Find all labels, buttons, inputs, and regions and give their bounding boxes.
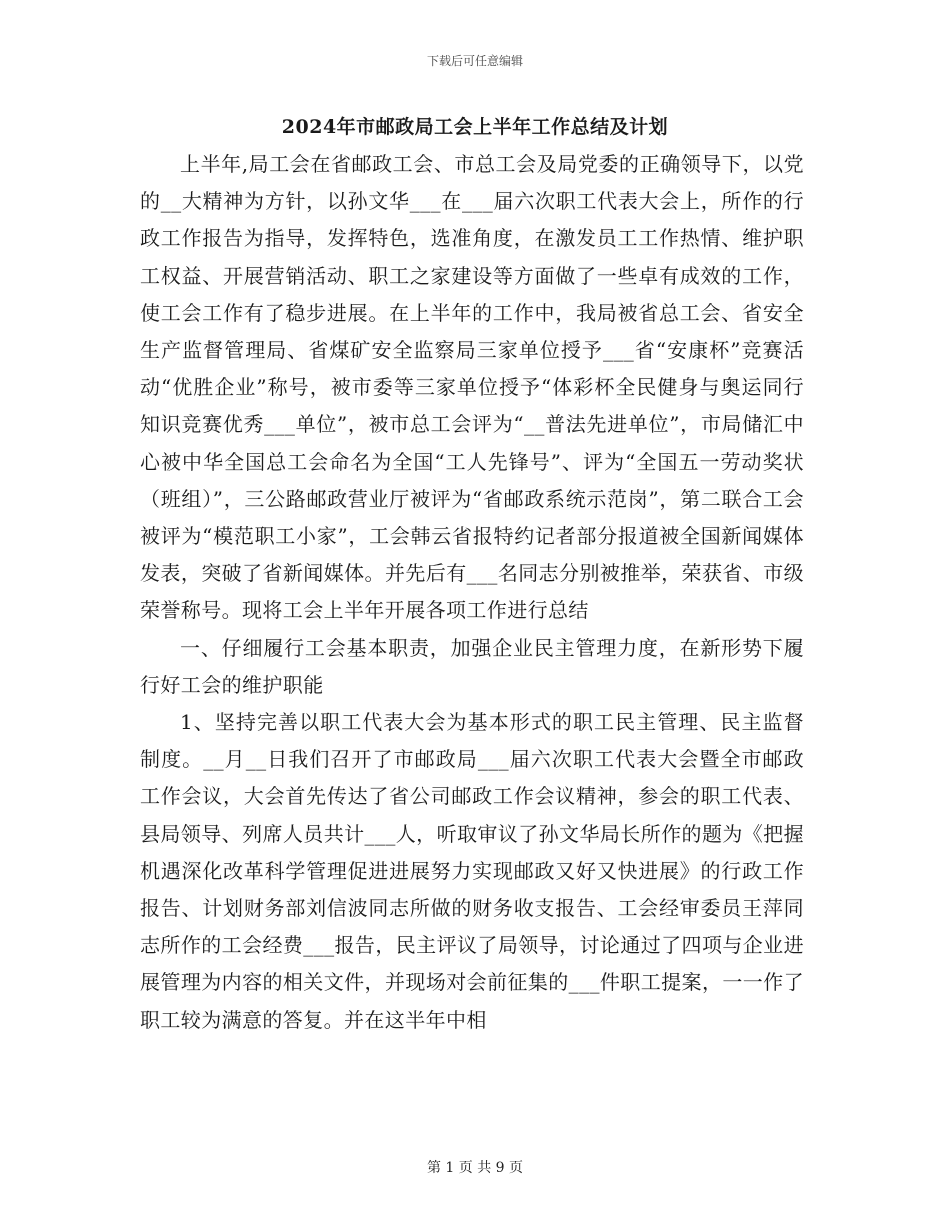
document-title: 2024年市邮政局工会上半年工作总结及计划 [281, 116, 669, 138]
document-body [140, 146, 804, 1039]
paragraph-item-1: 1、坚持完善以职工代表大会为基本形式的职工民主管理、民主监督制度。__月__日我们召开了市邮政局___届六次职工代表大会暨全市邮政工作会议，大会首先传达了省公司邮政工作会议精神，参会的职工代表、县局领导、列席人员共计___人，听取审议了孙文华局长所作的题为《把握机遇深化改革科学管理促进进展努力实现邮政又好又快进展》的行政工作报告、计划财务部刘信波同志所做的财务收支报告、工会经审委员王萍同志所作的工会经费___报告，民主评议了局领导，讨论通过了四项与企业进展管理为内容的相关文件，并现场对会前征集的___件职工提案，一一作了职工较为满意的答复。并在这半年中相 [140, 710, 804, 1032]
paragraph-section-heading-1: 一、仔细履行工会基本职责，加强企业民主管理力度，在新形势下履行好工会的维护职能 [140, 635, 804, 697]
page-header-note: 下载后可任意编辑 [426, 54, 523, 68]
page-number-footer: 第 1 页 共 9 页 [426, 1160, 524, 1176]
paragraph-summary: 上半年,局工会在省邮政工会、市总工会及局党委的正确领导下，以党的__大精神为方针，以孙文华___在___届六次职工代表大会上，所作的行政工作报告为指导，发挥特色，选准角度，在激发员工工作热情、维护职工权益、开展营销活动、职工之家建设等方面做了一些卓有成效的工作，使工会工作有了稳步进展。在上半年的工作中，我局被省总工会、省安全生产监督管理局、省煤矿安全监察局三家单位授予___省“安康杯”竞赛活动“优胜企业”称号，被市委等三家单位授予“体彩杯全民健身与奥运同行知识竞赛优秀___单位”，被市总工会评为“__普法先进单位”，市局储汇中心被中华全国总工会命名为全国“工人先锋号”、评为“全国五一劳动奖状（班组）”，三公路邮政营业厅被评为“省邮政系统示范岗”，第二联合工会被评为“模范职工小家”，工会韩云省报特约记者部分报道被全国新闻媒体发表，突破了省新闻媒体。并先后有___名同志分别被推举，荣获省、市级荣誉称号。现将工会上半年开展各项工作进行总结 [140, 152, 804, 623]
